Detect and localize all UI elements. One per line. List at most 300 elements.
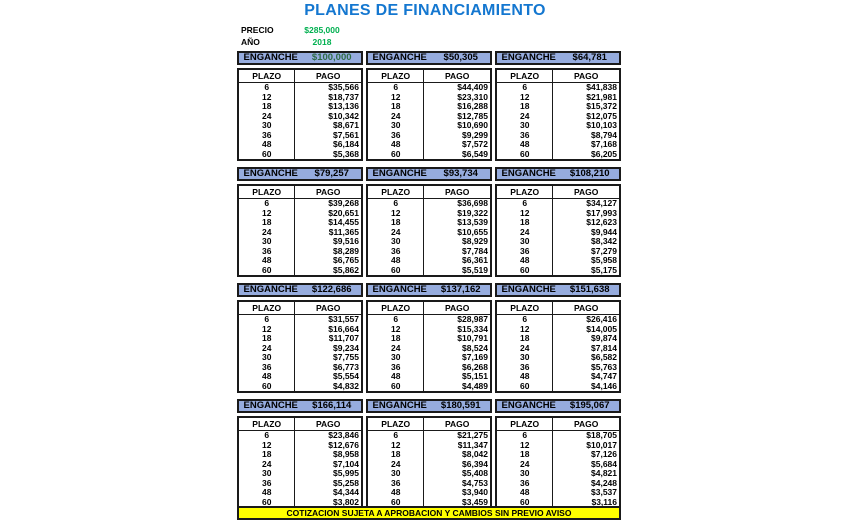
plazo-cell: 24 [367, 228, 424, 238]
pago-cell: $20,651 [328, 207, 359, 218]
pago-cell: $19,322 [457, 207, 488, 218]
pago-cell: $4,489 [462, 380, 488, 391]
financing-table-card [366, 167, 492, 277]
pago-column-header: PAGO [295, 185, 362, 199]
plazo-column-header: PLAZO [367, 69, 424, 83]
plazo-column-header: PLAZO [367, 301, 424, 315]
plazo-cell: 12 [496, 325, 553, 335]
enganche-label: ENGANCHE [243, 168, 298, 179]
enganche-value: $180,591 [440, 400, 481, 411]
plazo-cell: 36 [367, 479, 424, 489]
payment-row [496, 431, 620, 441]
plazo-cell: 48 [367, 372, 424, 382]
plazo-cell: 6 [496, 83, 553, 93]
payments-table [495, 184, 621, 277]
payment-row [496, 266, 620, 277]
payment-row [238, 150, 362, 161]
precio-value: $285,000 [304, 25, 340, 35]
pago-cell: $5,368 [333, 148, 359, 159]
payments-table [237, 300, 363, 393]
plazo-cell: 18 [238, 102, 295, 112]
payment-row [238, 431, 362, 441]
tables-grid [237, 51, 621, 509]
payments-table-body [238, 431, 362, 509]
ano-label: AÑO [241, 37, 260, 47]
pago-cell: $8,794 [591, 129, 617, 140]
precio-label: PRECIO [241, 25, 274, 35]
enganche-value: $64,781 [572, 52, 607, 63]
pago-cell: $8,671 [333, 120, 359, 130]
pago-column-header: PAGO [295, 69, 362, 83]
financing-table-card [495, 283, 621, 393]
pago-cell: $7,104 [333, 458, 359, 469]
plazo-cell: 30 [367, 237, 424, 247]
pago-cell: $9,516 [333, 236, 359, 246]
plazo-cell: 30 [496, 469, 553, 479]
plazo-cell: 12 [238, 209, 295, 219]
enganche-label: ENGANCHE [501, 400, 556, 411]
plazo-cell: 24 [367, 112, 424, 122]
pago-cell: $10,103 [586, 120, 617, 130]
enganche-label: ENGANCHE [243, 52, 298, 63]
financing-table-card [495, 167, 621, 277]
enganche-label: ENGANCHE [243, 400, 298, 411]
plazo-cell: 30 [367, 469, 424, 479]
plazo-column-header: PLAZO [238, 185, 295, 199]
payments-table [495, 300, 621, 393]
plazo-cell: 24 [367, 344, 424, 354]
plazo-cell: 18 [496, 218, 553, 228]
plazo-cell: 30 [496, 237, 553, 247]
pago-cell: $8,958 [333, 449, 359, 459]
pago-cell: $10,017 [586, 439, 617, 450]
pago-cell: $13,136 [328, 101, 359, 111]
payments-table-header-row [238, 69, 362, 83]
plazo-cell: 48 [496, 372, 553, 382]
pago-cell: $6,394 [462, 458, 488, 469]
pago-cell: $41,838 [586, 82, 617, 92]
plazo-cell: 48 [367, 256, 424, 266]
pago-cell: $5,408 [462, 468, 488, 478]
enganche-header [366, 283, 492, 297]
payments-table [366, 68, 492, 161]
pago-cell: $11,707 [328, 333, 359, 343]
plazo-cell: 30 [238, 469, 295, 479]
pago-cell: $5,519 [462, 264, 488, 275]
plazo-column-header: PLAZO [238, 301, 295, 315]
plazo-cell: 6 [496, 431, 553, 441]
enganche-value: $108,210 [569, 168, 610, 179]
enganche-value: $195,067 [569, 400, 610, 411]
plazo-cell: 60 [367, 498, 424, 509]
plazo-cell: 6 [238, 431, 295, 441]
enganche-value: $122,686 [311, 284, 352, 295]
plazo-cell: 6 [367, 431, 424, 441]
plazo-cell: 12 [496, 93, 553, 103]
pago-cell: $34,127 [586, 198, 617, 208]
enganche-header [366, 51, 492, 65]
plazo-cell: 18 [238, 450, 295, 460]
payment-row [496, 150, 620, 161]
plazo-cell: 36 [496, 363, 553, 373]
enganche-label: ENGANCHE [372, 284, 427, 295]
financing-table-card [237, 399, 363, 509]
plazo-cell: 36 [238, 131, 295, 141]
plazo-cell: 60 [238, 266, 295, 277]
enganche-header [495, 399, 621, 413]
disclaimer-banner: COTIZACION SUJETA A APROBACION Y CAMBIOS SIN PREVIO AVISO [237, 506, 621, 520]
enganche-value: $151,638 [569, 284, 610, 295]
pago-column-header: PAGO [424, 69, 491, 83]
pago-cell: $14,005 [586, 323, 617, 334]
financing-table-card [237, 283, 363, 393]
plazo-cell: 36 [238, 479, 295, 489]
plazo-cell: 48 [496, 140, 553, 150]
enganche-header [495, 51, 621, 65]
pago-cell: $9,299 [462, 129, 488, 140]
plazo-cell: 24 [496, 228, 553, 238]
pago-cell: $5,684 [591, 458, 617, 469]
pago-cell: $6,184 [333, 139, 359, 149]
pago-cell: $7,169 [462, 352, 488, 362]
payments-table-header-row [496, 301, 620, 315]
pago-cell: $10,690 [457, 120, 488, 130]
plazo-cell: 48 [238, 256, 295, 266]
plazo-cell: 18 [367, 334, 424, 344]
plazo-cell: 60 [238, 150, 295, 161]
pago-cell: $6,549 [462, 148, 488, 159]
pago-cell: $5,151 [462, 371, 488, 381]
payments-table-body [367, 199, 491, 277]
pago-cell: $28,987 [457, 314, 488, 324]
pago-cell: $8,289 [333, 245, 359, 256]
payment-row [238, 199, 362, 209]
pago-cell: $12,075 [586, 110, 617, 121]
plazo-cell: 36 [367, 131, 424, 141]
pago-cell: $18,737 [328, 91, 359, 102]
pago-cell: $3,802 [333, 496, 359, 507]
payment-row [367, 266, 491, 277]
plazo-cell: 30 [238, 237, 295, 247]
pago-cell: $21,275 [457, 430, 488, 440]
pago-column-header: PAGO [553, 69, 620, 83]
enganche-value: $100,000 [311, 52, 352, 63]
pago-cell: $12,785 [457, 110, 488, 121]
pago-column-header: PAGO [295, 301, 362, 315]
pago-cell: $5,175 [591, 264, 617, 275]
plazo-cell: 60 [238, 382, 295, 393]
payment-row [367, 431, 491, 441]
plazo-column-header: PLAZO [367, 417, 424, 431]
payments-table-header-row [367, 417, 491, 431]
plazo-cell: 12 [367, 325, 424, 335]
plazo-cell: 24 [496, 344, 553, 354]
pago-cell: $10,342 [328, 110, 359, 121]
payments-table-body [367, 431, 491, 509]
pago-cell: $7,168 [591, 139, 617, 149]
plazo-cell: 24 [367, 460, 424, 470]
pago-cell: $10,655 [457, 226, 488, 237]
plazo-cell: 30 [238, 121, 295, 131]
plazo-cell: 12 [496, 209, 553, 219]
plazo-cell: 24 [238, 112, 295, 122]
pago-cell: $7,814 [591, 342, 617, 353]
plazo-cell: 36 [496, 131, 553, 141]
pago-cell: $9,234 [333, 342, 359, 353]
page-title: PLANES DE FINANCIAMIENTO [304, 2, 546, 19]
plazo-cell: 36 [367, 247, 424, 257]
plazo-cell: 24 [238, 460, 295, 470]
plazo-cell: 24 [496, 112, 553, 122]
pago-cell: $13,539 [457, 217, 488, 227]
pago-cell: $4,248 [591, 477, 617, 488]
pago-cell: $7,279 [591, 245, 617, 256]
pago-cell: $4,821 [591, 468, 617, 478]
plazo-cell: 30 [238, 353, 295, 363]
payment-row [496, 83, 620, 93]
pago-column-header: PAGO [553, 185, 620, 199]
ano-value: 2018 [312, 37, 332, 47]
financing-table-card [237, 167, 363, 277]
payments-table [495, 416, 621, 509]
pago-cell: $31,557 [328, 314, 359, 324]
payment-row [367, 150, 491, 161]
payments-table-header-row [496, 185, 620, 199]
pago-cell: $3,459 [462, 496, 488, 507]
plazo-cell: 36 [496, 247, 553, 257]
pago-cell: $7,561 [333, 129, 359, 140]
enganche-label: ENGANCHE [372, 400, 427, 411]
pago-cell: $7,126 [591, 449, 617, 459]
payments-table [495, 68, 621, 161]
plazo-cell: 36 [238, 363, 295, 373]
plazo-cell: 6 [238, 315, 295, 325]
plazo-cell: 18 [496, 450, 553, 460]
enganche-header [237, 51, 363, 65]
payments-table-header-row [238, 185, 362, 199]
payment-row [496, 382, 620, 393]
pago-cell: $23,310 [457, 91, 488, 102]
enganche-header [237, 399, 363, 413]
plazo-cell: 12 [367, 441, 424, 451]
payment-row [238, 315, 362, 325]
enganche-header [495, 167, 621, 181]
enganche-label: ENGANCHE [501, 284, 556, 295]
plazo-cell: 60 [496, 498, 553, 509]
payment-row [367, 382, 491, 393]
pago-column-header: PAGO [295, 417, 362, 431]
enganche-label: ENGANCHE [372, 52, 427, 63]
plazo-column-header: PLAZO [496, 185, 553, 199]
payments-table-body [367, 83, 491, 161]
plazo-cell: 60 [496, 382, 553, 393]
financing-table-card [366, 399, 492, 509]
pago-cell: $5,763 [591, 361, 617, 372]
enganche-header [237, 167, 363, 181]
pago-cell: $15,372 [586, 101, 617, 111]
plazo-cell: 18 [496, 102, 553, 112]
pago-cell: $4,146 [591, 380, 617, 391]
pago-cell: $5,554 [333, 371, 359, 381]
plazo-cell: 18 [238, 218, 295, 228]
plazo-cell: 18 [367, 218, 424, 228]
pago-cell: $26,416 [586, 314, 617, 324]
pago-cell: $6,361 [462, 255, 488, 265]
pago-column-header: PAGO [424, 417, 491, 431]
plazo-cell: 30 [367, 121, 424, 131]
payment-row [367, 199, 491, 209]
payments-table [366, 300, 492, 393]
plazo-cell: 60 [367, 150, 424, 161]
enganche-label: ENGANCHE [501, 168, 556, 179]
pago-cell: $12,676 [328, 439, 359, 450]
enganche-label: ENGANCHE [243, 284, 298, 295]
payment-row [496, 315, 620, 325]
payment-row [238, 382, 362, 393]
pago-column-header: PAGO [553, 301, 620, 315]
enganche-value: $79,257 [314, 168, 349, 179]
pago-cell: $6,582 [591, 352, 617, 362]
plazo-cell: 6 [367, 83, 424, 93]
pago-cell: $12,623 [586, 217, 617, 227]
plazo-cell: 36 [367, 363, 424, 373]
plazo-cell: 6 [367, 199, 424, 209]
pago-cell: $5,995 [333, 468, 359, 478]
pago-cell: $3,116 [591, 496, 617, 507]
plazo-cell: 48 [496, 256, 553, 266]
plazo-cell: 12 [238, 325, 295, 335]
payments-table-header-row [367, 185, 491, 199]
plazo-cell: 48 [238, 372, 295, 382]
payments-table-header-row [238, 417, 362, 431]
pago-cell: $7,572 [462, 139, 488, 149]
pago-cell: $17,993 [586, 207, 617, 218]
pago-cell: $6,773 [333, 361, 359, 372]
pago-cell: $4,344 [333, 487, 359, 497]
pago-cell: $9,944 [591, 226, 617, 237]
pago-cell: $5,958 [591, 255, 617, 265]
plazo-cell: 6 [496, 199, 553, 209]
plazo-cell: 30 [496, 353, 553, 363]
pago-cell: $11,347 [457, 439, 488, 450]
pago-cell: $44,409 [457, 82, 488, 92]
plazo-column-header: PLAZO [367, 185, 424, 199]
payments-table-header-row [496, 417, 620, 431]
pago-cell: $35,566 [328, 82, 359, 92]
payments-table [366, 184, 492, 277]
pago-cell: $7,755 [333, 352, 359, 362]
enganche-header [495, 283, 621, 297]
financing-table-card [495, 51, 621, 161]
plazo-cell: 48 [238, 488, 295, 498]
plazo-cell: 60 [238, 498, 295, 509]
pago-cell: $36,698 [457, 198, 488, 208]
plazo-column-header: PLAZO [238, 417, 295, 431]
pago-cell: $9,874 [591, 333, 617, 343]
enganche-label: ENGANCHE [501, 52, 556, 63]
payments-table-header-row [367, 301, 491, 315]
plazo-column-header: PLAZO [238, 69, 295, 83]
plazo-cell: 24 [238, 344, 295, 354]
payments-table-header-row [238, 301, 362, 315]
payments-table-body [496, 199, 620, 277]
financing-table-card [237, 51, 363, 161]
pago-cell: $10,791 [457, 333, 488, 343]
payment-row [238, 266, 362, 277]
pago-column-header: PAGO [553, 417, 620, 431]
payment-row [238, 83, 362, 93]
pago-cell: $8,524 [462, 342, 488, 353]
payments-table-header-row [496, 69, 620, 83]
plazo-cell: 18 [367, 450, 424, 460]
plazo-cell: 60 [496, 266, 553, 277]
pago-cell: $23,846 [328, 430, 359, 440]
pago-cell: $3,537 [591, 487, 617, 497]
plazo-cell: 12 [238, 93, 295, 103]
payments-table-body [496, 83, 620, 161]
pago-cell: $4,747 [591, 371, 617, 381]
plazo-column-header: PLAZO [496, 69, 553, 83]
plazo-cell: 12 [367, 209, 424, 219]
pago-cell: $18,705 [586, 430, 617, 440]
payments-table-body [496, 431, 620, 509]
enganche-header [366, 399, 492, 413]
pago-column-header: PAGO [424, 185, 491, 199]
plazo-cell: 60 [367, 382, 424, 393]
pago-cell: $11,365 [328, 226, 359, 237]
payment-row [367, 83, 491, 93]
plazo-cell: 6 [238, 83, 295, 93]
plazo-cell: 48 [367, 140, 424, 150]
enganche-value: $137,162 [440, 284, 481, 295]
financing-table-card [366, 51, 492, 161]
pago-cell: $15,334 [457, 323, 488, 334]
plazo-cell: 48 [238, 140, 295, 150]
payments-table-header-row [367, 69, 491, 83]
plazo-cell: 18 [367, 102, 424, 112]
plazo-cell: 36 [496, 479, 553, 489]
plazo-cell: 6 [238, 199, 295, 209]
pago-cell: $39,268 [328, 198, 359, 208]
financing-table-card [366, 283, 492, 393]
plazo-cell: 24 [496, 460, 553, 470]
pago-cell: $16,664 [328, 323, 359, 334]
payment-row [496, 199, 620, 209]
plazo-cell: 30 [496, 121, 553, 131]
payments-table-body [238, 315, 362, 393]
plazo-cell: 6 [367, 315, 424, 325]
payments-table-body [238, 83, 362, 161]
pago-cell: $6,765 [333, 255, 359, 265]
pago-cell: $8,342 [591, 236, 617, 246]
plazo-cell: 12 [496, 441, 553, 451]
pago-column-header: PAGO [424, 301, 491, 315]
plazo-cell: 60 [367, 266, 424, 277]
pago-cell: $8,042 [462, 449, 488, 459]
enganche-header [237, 283, 363, 297]
payments-table-body [496, 315, 620, 393]
payments-table [237, 416, 363, 509]
enganche-label: ENGANCHE [372, 168, 427, 179]
plazo-column-header: PLAZO [496, 301, 553, 315]
pago-cell: $16,288 [457, 101, 488, 111]
payment-row [367, 315, 491, 325]
pago-cell: $6,268 [462, 361, 488, 372]
plazo-cell: 6 [496, 315, 553, 325]
pago-cell: $8,929 [462, 236, 488, 246]
pago-cell: $4,753 [462, 477, 488, 488]
plazo-cell: 18 [496, 334, 553, 344]
